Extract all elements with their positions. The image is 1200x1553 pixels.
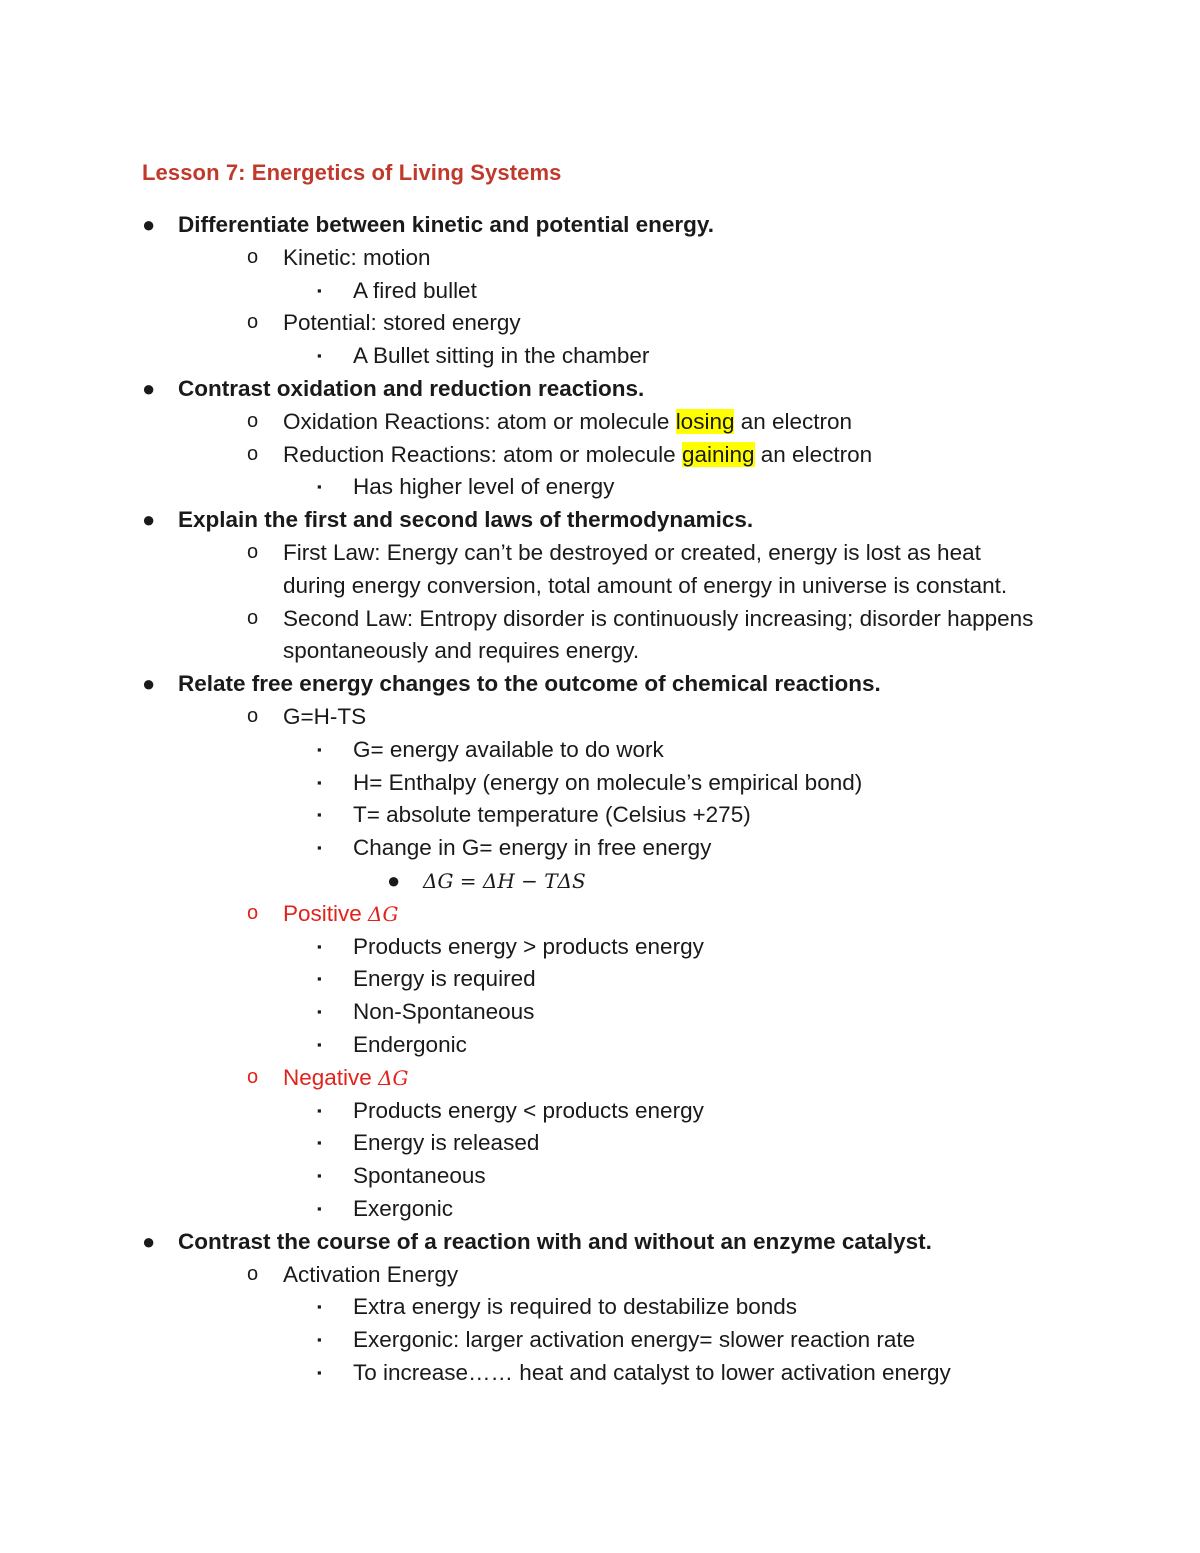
- bullet-square-icon: ▪: [317, 1365, 322, 1380]
- item-text: Second Law: Entropy disorder is continuously increasing; disorder happens: [283, 605, 1034, 631]
- outline-item-level-2: [247, 536, 981, 569]
- item-text: Exergonic: [353, 1196, 454, 1221]
- bullet-square-icon: ▪: [317, 282, 322, 298]
- bullet-square-icon: ▪: [317, 971, 322, 987]
- item-text: Oxidation Reactions: atom or molecule: [283, 408, 676, 434]
- bullet-disc-icon: ●: [142, 1228, 156, 1254]
- item-text: Contrast the course of a reaction with and without an enzyme catalyst.: [178, 1228, 932, 1254]
- item-text: Energy is released: [353, 1130, 540, 1156]
- outline-item-level-2: [247, 897, 399, 930]
- bullet-square-icon: ▪: [317, 1332, 322, 1348]
- highlighted-word: losing: [675, 408, 735, 434]
- item-text: an electron: [734, 408, 853, 434]
- bullet-circle-icon: o: [247, 442, 259, 465]
- bullet-square-icon: ▪: [317, 1037, 322, 1052]
- outline-item-level-2: [247, 405, 853, 438]
- outline-item-level-2: [247, 602, 1034, 635]
- bullet-circle-icon: o: [247, 1065, 259, 1088]
- outline-item-level-3: [317, 1094, 704, 1127]
- outline-item-level-1: [142, 667, 881, 700]
- item-text: A Bullet sitting in the chamber: [353, 343, 650, 369]
- outline-item-level-1: [142, 208, 714, 241]
- item-text: Spontaneous: [353, 1163, 486, 1189]
- item-text: To increase…… heat and catalyst to lower activation energy: [353, 1360, 951, 1385]
- item-text: Positive: [283, 900, 369, 926]
- equation: ΔG = ΔH − TΔS: [423, 869, 586, 893]
- bullet-square-icon: ▪: [317, 1299, 322, 1315]
- item-text: Differentiate between kinetic and potential energy.: [178, 212, 714, 237]
- bullet-disc-icon: ●: [142, 671, 156, 697]
- bullet-square-icon: ▪: [317, 1004, 322, 1020]
- item-text: Relate free energy changes to the outcome of chemical reactions.: [178, 671, 881, 697]
- item-text: Contrast oxidation and reduction reactions.: [178, 376, 645, 401]
- bullet-disc-icon: ●: [142, 212, 156, 237]
- bullet-circle-icon: o: [247, 901, 259, 924]
- item-text: T= absolute temperature (Celsius +275): [353, 802, 751, 828]
- lesson-title: Lesson 7: Energetics of Living Systems: [142, 160, 562, 185]
- bullet-square-icon: ▪: [317, 1135, 322, 1151]
- item-text: an electron: [754, 441, 873, 467]
- outline-item-level-3: [317, 930, 704, 963]
- outline-item-level-2: [247, 1061, 409, 1094]
- bullet-square-icon: ▪: [317, 774, 322, 790]
- item-text: Endergonic: [353, 1032, 467, 1057]
- outline-item-level-3: [317, 470, 615, 503]
- item-text: Negative: [283, 1064, 379, 1090]
- item-text: A fired bullet: [353, 277, 477, 303]
- bullet-square-icon: ▪: [317, 1201, 322, 1216]
- bullet-circle-icon: o: [247, 311, 259, 334]
- item-text: First Law: Energy can’t be destroyed or created, energy is lost as heat: [283, 540, 981, 565]
- item-text: Extra energy is required to destabilize bonds: [353, 1294, 798, 1320]
- outline-item-level-3: [317, 339, 650, 372]
- outline-item-level-2: [247, 306, 521, 339]
- outline-item-level-3: [317, 274, 477, 307]
- outline-item-level-3: [317, 766, 863, 799]
- bullet-circle-icon: o: [247, 245, 259, 268]
- item-text: G=H-TS: [283, 704, 367, 729]
- outline-item-level-2: [247, 241, 431, 274]
- outline-item-level-3: [317, 798, 751, 831]
- bullet-disc-icon: ●: [387, 868, 401, 893]
- bullet-circle-icon: o: [247, 541, 259, 563]
- item-text: Has higher level of energy: [353, 474, 615, 500]
- equation: ΔG: [378, 1065, 409, 1090]
- outline-item-level-3: [317, 1028, 467, 1061]
- item-text: Energy is required: [353, 966, 536, 992]
- bullet-square-icon: ▪: [317, 348, 322, 364]
- item-text: Activation Energy: [283, 1261, 459, 1287]
- item-text: H= Enthalpy (energy on molecule’s empirical bond): [353, 769, 863, 795]
- outline-item-level-2: [283, 569, 1007, 602]
- outline-item-level-3: [317, 1159, 486, 1192]
- item-text: during energy conversion, total amount of energy in universe is constant.: [283, 572, 1008, 598]
- item-text: Kinetic: motion: [283, 244, 431, 270]
- item-text: Products energy > products energy: [353, 933, 704, 959]
- outline-item-level-1: [142, 1225, 932, 1258]
- item-text: Potential: stored energy: [283, 310, 521, 336]
- outline-item-level-2: [247, 1258, 459, 1291]
- item-text: Non-Spontaneous: [353, 999, 535, 1025]
- outline-item-level-3: [317, 1290, 798, 1323]
- item-text: spontaneously and requires energy.: [283, 638, 640, 664]
- item-text: Reduction Reactions: atom or molecule: [283, 441, 682, 467]
- outline-item-level-3: [317, 1192, 454, 1225]
- bullet-disc-icon: ●: [142, 376, 156, 401]
- outline-item-level-3: [317, 733, 664, 766]
- outline-item-level-3: [317, 962, 536, 995]
- bullet-circle-icon: o: [247, 606, 259, 629]
- outline-item-level-2: [283, 634, 639, 667]
- outline-item-level-2: [247, 438, 873, 471]
- outline-item-level-1: [142, 503, 754, 536]
- outline-item-level-3: [317, 831, 712, 864]
- outline-item-level-3: [317, 1323, 916, 1356]
- bullet-square-icon: ▪: [317, 938, 322, 954]
- outline-item-level-4: [387, 864, 586, 897]
- bullet-square-icon: ▪: [317, 840, 322, 856]
- item-text: Explain the first and second laws of thermodynamics.: [178, 507, 754, 533]
- equation: ΔG: [368, 901, 399, 926]
- bullet-square-icon: ▪: [317, 1168, 322, 1184]
- bullet-disc-icon: ●: [142, 507, 156, 533]
- outline-item-level-3: [317, 1356, 951, 1389]
- item-text: Change in G= energy in free energy: [353, 835, 712, 861]
- outline-item-level-1: [142, 372, 645, 405]
- item-text: Products energy < products energy: [353, 1097, 704, 1123]
- bullet-circle-icon: o: [247, 705, 259, 727]
- item-text: Exergonic: larger activation energy= slower reaction rate: [353, 1327, 916, 1353]
- outline-item-level-3: [317, 995, 535, 1028]
- outline-item-level-2: [247, 700, 367, 733]
- item-text: G= energy available to do work: [353, 736, 664, 762]
- bullet-circle-icon: o: [247, 409, 259, 432]
- bullet-square-icon: ▪: [317, 479, 322, 495]
- bullet-square-icon: ▪: [317, 1102, 322, 1118]
- bullet-circle-icon: o: [247, 1262, 259, 1285]
- bullet-square-icon: ▪: [317, 741, 322, 757]
- outline-item-level-3: [317, 1126, 540, 1159]
- bullet-square-icon: ▪: [317, 807, 322, 823]
- highlighted-word: gaining: [681, 441, 755, 467]
